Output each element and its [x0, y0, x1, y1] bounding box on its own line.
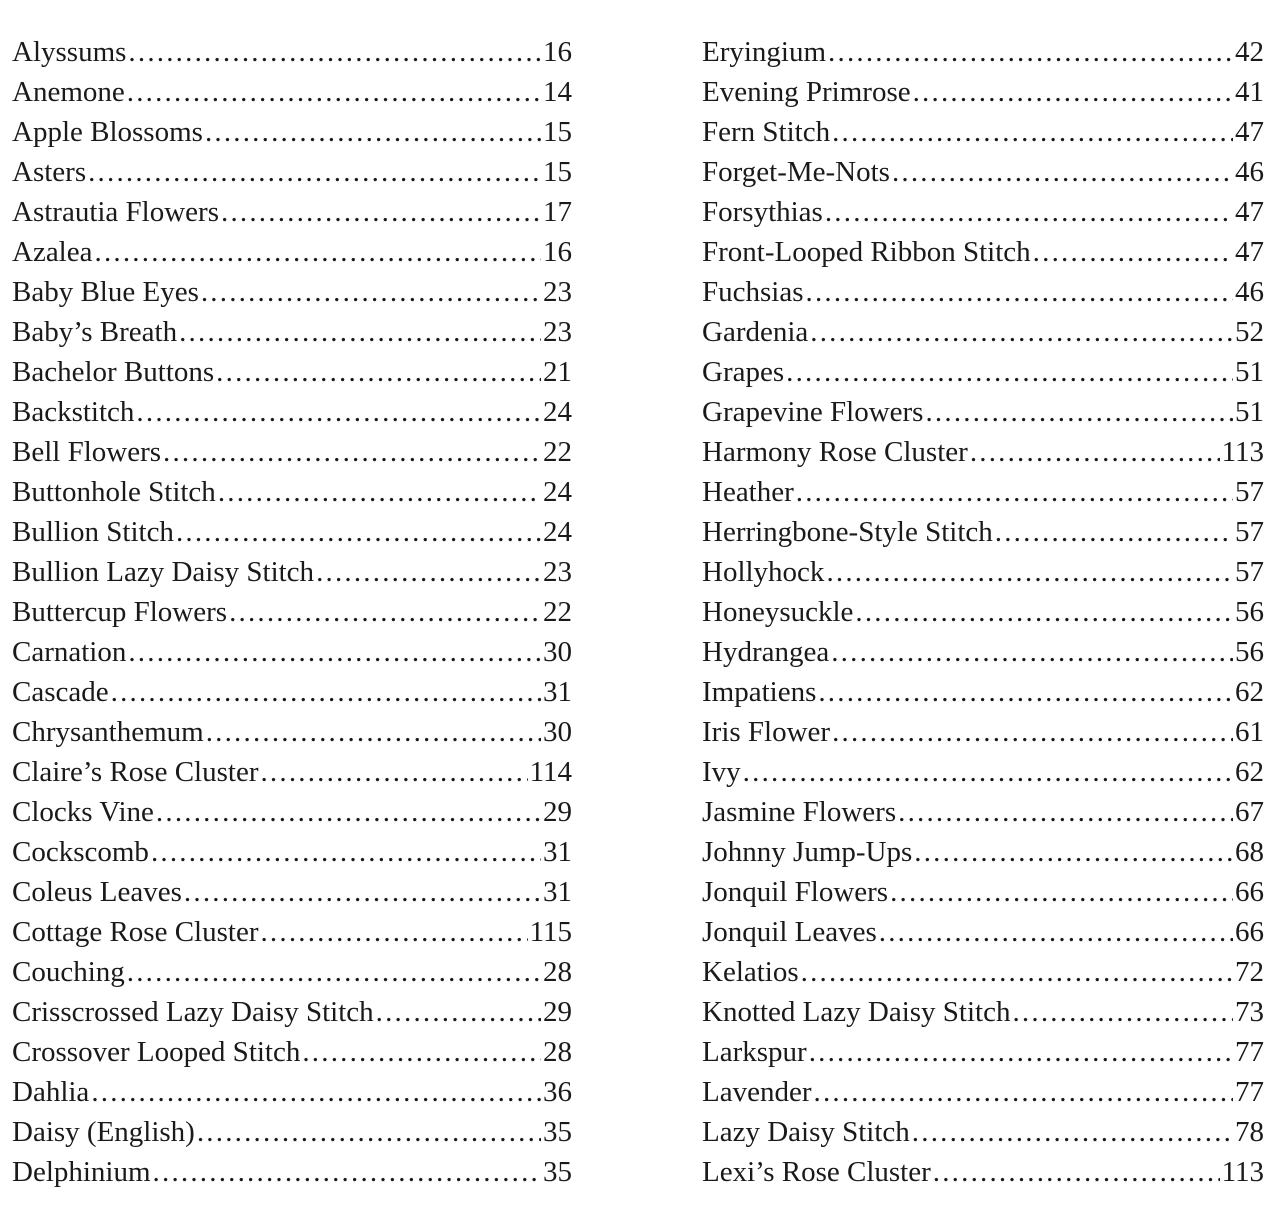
index-entry — [12, 232, 572, 272]
dot-leader — [814, 1072, 1234, 1112]
dot-leader — [136, 392, 541, 432]
index-term: Johnny Jump-Ups — [702, 836, 913, 868]
page-number: 35 — [543, 1116, 572, 1148]
index-term: Astrautia Flowers — [12, 196, 219, 228]
index-entry — [12, 392, 572, 432]
index-entry — [12, 32, 572, 72]
index-entry — [702, 552, 1264, 592]
page-number: 66 — [1235, 876, 1264, 908]
dot-leader — [912, 1112, 1233, 1152]
page-number: 16 — [543, 236, 572, 268]
page-number: 24 — [543, 516, 572, 548]
index-entry — [702, 1152, 1264, 1192]
index-entry — [702, 992, 1264, 1032]
index-entry — [702, 792, 1264, 832]
index-term: Evening Primrose — [702, 76, 911, 108]
index-term: Alyssums — [12, 36, 127, 68]
page-number: 68 — [1235, 836, 1264, 868]
index-term: Azalea — [12, 236, 93, 268]
dot-leader — [128, 632, 541, 672]
dot-leader — [88, 152, 541, 192]
page-number: 17 — [543, 196, 572, 228]
page-number: 66 — [1235, 916, 1264, 948]
dot-leader — [890, 872, 1233, 912]
page-number: 15 — [543, 116, 572, 148]
page-number: 23 — [543, 276, 572, 308]
index-term: Honeysuckle — [702, 596, 854, 628]
index-entry — [702, 1072, 1264, 1112]
index-entry — [702, 72, 1264, 112]
index-entry — [12, 192, 572, 232]
index-term: Gardenia — [702, 316, 809, 348]
index-entry — [12, 472, 572, 512]
page-number: 46 — [1235, 276, 1264, 308]
page-number: 56 — [1235, 596, 1264, 628]
dot-leader — [179, 312, 541, 352]
index-term: Iris Flower — [702, 716, 831, 748]
index-term: Heather — [702, 476, 794, 508]
index-entry — [12, 712, 572, 752]
index-term: Hydrangea — [702, 636, 830, 668]
index-term: Clocks Vine — [12, 796, 154, 828]
index-term: Kelatios — [702, 956, 799, 988]
index-term: Lavender — [702, 1076, 812, 1108]
page-number: 47 — [1235, 116, 1264, 148]
dot-leader — [809, 1032, 1233, 1072]
index-term: Dahlia — [12, 1076, 90, 1108]
index-term: Bachelor Buttons — [12, 356, 215, 388]
index-entry — [702, 32, 1264, 72]
dot-leader — [201, 272, 541, 312]
page-number: 14 — [543, 76, 572, 108]
index-entry — [12, 1072, 572, 1112]
index-term: Forget-Me-Nots — [702, 156, 890, 188]
page-number: 114 — [529, 756, 572, 788]
page-number: 57 — [1235, 516, 1264, 548]
index-entry — [702, 632, 1264, 672]
index-entry — [702, 512, 1264, 552]
index-entry — [12, 752, 572, 792]
page-number: 52 — [1235, 316, 1264, 348]
dot-leader — [879, 912, 1233, 952]
page-number: 67 — [1235, 796, 1264, 828]
page-number: 57 — [1235, 476, 1264, 508]
page-number: 24 — [543, 476, 572, 508]
index-term: Cascade — [12, 676, 109, 708]
page-number: 22 — [543, 596, 572, 628]
index-term: Baby’s Breath — [12, 316, 178, 348]
dot-leader — [153, 1152, 541, 1192]
dot-leader — [205, 112, 541, 152]
dot-leader — [128, 32, 541, 72]
dot-leader — [818, 672, 1233, 712]
index-term: Grapes — [702, 356, 785, 388]
index-term: Asters — [12, 156, 87, 188]
dot-leader — [892, 152, 1233, 192]
index-entry — [702, 432, 1264, 472]
dot-leader — [832, 112, 1233, 152]
page-number: 57 — [1235, 556, 1264, 588]
index-entry — [12, 792, 572, 832]
page-number: 72 — [1235, 956, 1264, 988]
index-entry — [702, 312, 1264, 352]
page-number: 24 — [543, 396, 572, 428]
dot-leader — [970, 432, 1220, 472]
dot-leader — [826, 552, 1233, 592]
index-term: Ivy — [702, 756, 741, 788]
page-number: 15 — [543, 156, 572, 188]
page-number: 115 — [529, 916, 572, 948]
index-entry — [702, 672, 1264, 712]
page-number: 31 — [543, 876, 572, 908]
index-term: Crossover Looped Stitch — [12, 1036, 301, 1068]
dot-leader — [1033, 232, 1233, 272]
index-entry — [12, 1152, 572, 1192]
dot-leader — [925, 392, 1233, 432]
index-term: Jonquil Flowers — [702, 876, 889, 908]
index-term: Fuchsias — [702, 276, 804, 308]
dot-leader — [302, 1032, 541, 1072]
dot-leader — [825, 192, 1233, 232]
dot-leader — [216, 352, 541, 392]
index-entry — [702, 232, 1264, 272]
index-entry — [12, 312, 572, 352]
page-number: 62 — [1235, 756, 1264, 788]
index-column-left — [12, 32, 572, 1192]
index-entry — [12, 632, 572, 672]
page-number: 51 — [1235, 356, 1264, 388]
page-number: 42 — [1235, 36, 1264, 68]
index-entry — [702, 912, 1264, 952]
dot-leader — [831, 632, 1233, 672]
index-entry — [12, 1112, 572, 1152]
page-number: 113 — [1221, 436, 1264, 468]
dot-leader — [95, 232, 542, 272]
dot-leader — [127, 72, 541, 112]
dot-leader — [743, 752, 1233, 792]
page-number: 36 — [543, 1076, 572, 1108]
index-entry — [12, 672, 572, 712]
index-entry — [702, 152, 1264, 192]
dot-leader — [156, 792, 541, 832]
index-term: Crisscrossed Lazy Daisy Stitch — [12, 996, 374, 1028]
index-term: Claire’s Rose Cluster — [12, 756, 259, 788]
index-term: Daisy (English) — [12, 1116, 195, 1148]
index-entry — [12, 512, 572, 552]
index-entry — [702, 592, 1264, 632]
page-number: 16 — [543, 36, 572, 68]
index-term: Knotted Lazy Daisy Stitch — [702, 996, 1011, 1028]
page-number: 23 — [543, 556, 572, 588]
page-number: 47 — [1235, 236, 1264, 268]
index-entry — [12, 552, 572, 592]
dot-leader — [914, 832, 1233, 872]
dot-leader — [206, 712, 541, 752]
dot-leader — [376, 992, 541, 1032]
index-entry — [12, 152, 572, 192]
index-entry — [12, 832, 572, 872]
index-term: Hollyhock — [702, 556, 825, 588]
dot-leader — [229, 592, 541, 632]
page-number: 46 — [1235, 156, 1264, 188]
index-term: Forsythias — [702, 196, 823, 228]
page-number: 23 — [543, 316, 572, 348]
dot-leader — [111, 672, 541, 712]
dot-leader — [260, 752, 527, 792]
index-entry — [12, 592, 572, 632]
index-entry — [702, 392, 1264, 432]
page-number: 30 — [543, 716, 572, 748]
page-number: 77 — [1235, 1036, 1264, 1068]
index-term: Larkspur — [702, 1036, 807, 1068]
index-term: Buttonhole Stitch — [12, 476, 216, 508]
dot-leader — [913, 72, 1233, 112]
page-number: 113 — [1221, 1156, 1264, 1188]
index-term: Carnation — [12, 636, 127, 668]
index-term: Lazy Daisy Stitch — [702, 1116, 910, 1148]
dot-leader — [832, 712, 1233, 752]
index-entry — [12, 112, 572, 152]
dot-leader — [796, 472, 1233, 512]
page-number: 31 — [543, 676, 572, 708]
page-number: 77 — [1235, 1076, 1264, 1108]
index-entry — [702, 752, 1264, 792]
index-term: Couching — [12, 956, 125, 988]
page-number: 30 — [543, 636, 572, 668]
index-term: Jonquil Leaves — [702, 916, 877, 948]
index-entry — [702, 112, 1264, 152]
page-number: 73 — [1235, 996, 1264, 1028]
page-number: 62 — [1235, 676, 1264, 708]
index-entry — [12, 952, 572, 992]
dot-leader — [176, 512, 541, 552]
dot-leader — [933, 1152, 1220, 1192]
page-number: 31 — [543, 836, 572, 868]
page-number: 21 — [543, 356, 572, 388]
dot-leader — [801, 952, 1233, 992]
page-number: 51 — [1235, 396, 1264, 428]
dot-leader — [810, 312, 1233, 352]
index-entry — [12, 872, 572, 912]
index-entry — [702, 352, 1264, 392]
index-entry — [702, 272, 1264, 312]
index-term: Grapevine Flowers — [702, 396, 924, 428]
index-entry — [12, 1032, 572, 1072]
dot-leader — [260, 912, 527, 952]
dot-leader — [221, 192, 541, 232]
index-term: Fern Stitch — [702, 116, 831, 148]
page-number: 61 — [1235, 716, 1264, 748]
page-number: 47 — [1235, 196, 1264, 228]
dot-leader — [995, 512, 1233, 552]
index-term: Baby Blue Eyes — [12, 276, 199, 308]
index-term: Bullion Lazy Daisy Stitch — [12, 556, 315, 588]
page-number: 28 — [543, 1036, 572, 1068]
index-term: Cockscomb — [12, 836, 149, 868]
index-term: Cottage Rose Cluster — [12, 916, 259, 948]
page-number: 22 — [543, 436, 572, 468]
dot-leader — [898, 792, 1233, 832]
page-number: 28 — [543, 956, 572, 988]
dot-leader — [151, 832, 541, 872]
index-term: Backstitch — [12, 396, 135, 428]
index-term: Anemone — [12, 76, 125, 108]
dot-leader — [91, 1072, 541, 1112]
dot-leader — [197, 1112, 541, 1152]
index-entry — [702, 712, 1264, 752]
index-term: Harmony Rose Cluster — [702, 436, 968, 468]
index-entry — [12, 432, 572, 472]
dot-leader — [163, 432, 541, 472]
index-term: Front-Looped Ribbon Stitch — [702, 236, 1031, 268]
dot-leader — [184, 872, 541, 912]
index-term: Eryingium — [702, 36, 827, 68]
index-entry — [702, 1112, 1264, 1152]
index-entry — [702, 832, 1264, 872]
index-term: Delphinium — [12, 1156, 151, 1188]
index-entry — [702, 472, 1264, 512]
index-term: Impatiens — [702, 676, 817, 708]
dot-leader — [1012, 992, 1233, 1032]
index-term: Buttercup Flowers — [12, 596, 228, 628]
dot-leader — [127, 952, 541, 992]
dot-leader — [218, 472, 541, 512]
index-entry — [702, 192, 1264, 232]
index-column-right — [702, 32, 1264, 1192]
index-entry — [12, 72, 572, 112]
index-entry — [702, 872, 1264, 912]
index-entry — [702, 952, 1264, 992]
index-entry — [12, 272, 572, 312]
dot-leader — [855, 592, 1233, 632]
index-term: Bullion Stitch — [12, 516, 174, 548]
index-entry — [12, 992, 572, 1032]
page-number: 35 — [543, 1156, 572, 1188]
index-term: Bell Flowers — [12, 436, 162, 468]
index-term: Herringbone-Style Stitch — [702, 516, 993, 548]
page-number: 41 — [1235, 76, 1264, 108]
page-number: 29 — [543, 796, 572, 828]
index-entry — [12, 352, 572, 392]
index-term: Coleus Leaves — [12, 876, 182, 908]
dot-leader — [828, 32, 1233, 72]
index-entry — [12, 912, 572, 952]
index-term: Jasmine Flowers — [702, 796, 897, 828]
page-number: 29 — [543, 996, 572, 1028]
dot-leader — [316, 552, 541, 592]
index-term: Chrysanthemum — [12, 716, 204, 748]
page-number: 56 — [1235, 636, 1264, 668]
index-term: Lexi’s Rose Cluster — [702, 1156, 931, 1188]
dot-leader — [786, 352, 1233, 392]
index-term: Apple Blossoms — [12, 116, 203, 148]
index-entry — [702, 1032, 1264, 1072]
dot-leader — [806, 272, 1234, 312]
page-number: 78 — [1235, 1116, 1264, 1148]
